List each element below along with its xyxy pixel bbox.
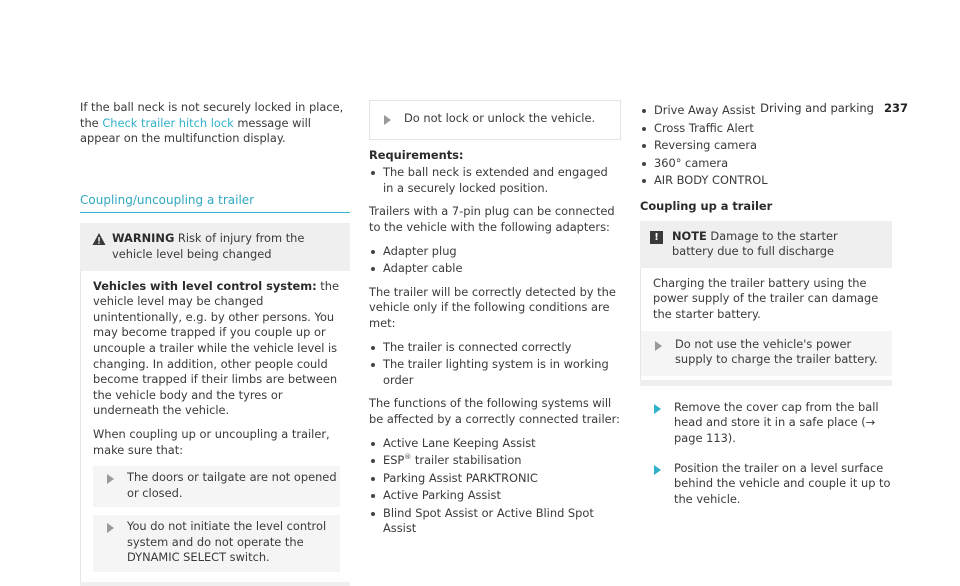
list-item: Adapter plug	[369, 244, 621, 260]
step-arrow-icon	[654, 404, 661, 414]
coupling-heading: Coupling up a trailer	[640, 198, 773, 213]
note-text: Damage to the starter battery due to full discharge	[672, 228, 838, 259]
list-item: ESP® trailer stabilisation	[369, 453, 621, 469]
note-step: Do not use the vehicle's power supply to charge the trailer battery.	[641, 331, 892, 376]
step-arrow-icon	[384, 115, 391, 125]
warning-step: You do not initiate the level control system and do not operate the DYNAMIC SELECT switch.	[93, 515, 340, 572]
requirements-heading: Requirements:	[369, 147, 464, 162]
systems-list	[369, 436, 621, 538]
list-item: The trailer lighting system is in working order	[369, 357, 621, 388]
warning-detail-paragraph-2: When coupling up or uncoupling a trailer, make sure that:	[93, 426, 330, 457]
list-item: AIR BODY CONTROL	[640, 173, 892, 189]
warning-details	[80, 271, 350, 583]
detection-paragraph: The trailer will be correctly detected by the vehicle only if the following conditions are met:	[369, 284, 616, 330]
column-left	[80, 100, 350, 586]
list-item: Parking Assist PARKTRONIC	[369, 471, 621, 487]
requirements-list	[369, 165, 621, 196]
column-right	[640, 100, 892, 513]
list-item: Adapter cable	[369, 261, 621, 277]
step-arrow-icon	[107, 523, 114, 533]
column-middle	[369, 100, 621, 545]
intro-paragraph: If the ball neck is not securely locked in place, the Check trailer hitch lock message will appear on the multifunction display.	[80, 100, 344, 146]
list-item: Cross Traffic Alert	[640, 121, 892, 137]
list-item: Drive Away Assist	[640, 103, 892, 119]
note-detail-paragraph: Charging the trailer battery using the power supply of the trailer can damage the starter battery.	[653, 275, 879, 321]
conditions-list	[369, 340, 621, 389]
warning-step-continued: Do not lock or unlock the vehicle.	[369, 100, 621, 140]
warning-detail-paragraph: Vehicles with level control system: the vehicle level may be changed unintentionally, e.g. by other persons. You may become trapped if you couple up or uncouple a trailer while the vehicle level is changing. In addition, other people could become trapped if their limbs are between the vehicle body and the tyres or underneath the vehicle.	[93, 278, 340, 418]
warning-box	[80, 223, 350, 586]
list-item: Blind Spot Assist or Active Blind Spot Assist	[369, 506, 621, 537]
list-item: Reversing camera	[640, 138, 892, 154]
list-item: The trailer is connected correctly	[369, 340, 621, 356]
step-arrow-icon	[654, 465, 661, 475]
warning-step: The doors or tailgate are not opened or closed.	[93, 466, 340, 507]
note-label: NOTE	[672, 228, 707, 243]
adapters-list	[369, 244, 621, 277]
section-name: Driving and parking	[760, 101, 874, 115]
display-message: Check trailer hitch lock	[102, 115, 234, 130]
note-box	[640, 221, 892, 386]
step-arrow-icon	[655, 341, 662, 351]
note-details	[640, 268, 892, 380]
coupling-steps	[640, 400, 892, 508]
exclamation-icon: !	[650, 231, 663, 244]
warning-triangle-icon	[92, 232, 106, 246]
page-number: 237	[883, 101, 908, 115]
warning-heading	[112, 231, 338, 262]
list-item: Active Lane Keeping Assist	[369, 436, 621, 452]
step-arrow-icon	[107, 474, 114, 484]
list-item: Active Parking Assist	[369, 488, 621, 504]
coupling-step: Position the trailer on a level surface behind the vehicle and couple it up to the vehicle.	[640, 461, 892, 508]
warning-label: WARNING	[112, 231, 175, 246]
warning-text: Risk of injury from the vehicle level being changed	[112, 231, 305, 261]
section-title: Coupling/uncoupling a trailer	[80, 193, 350, 214]
list-item: The ball neck is extended and engaged in a securely locked position.	[369, 165, 621, 196]
adapters-paragraph: Trailers with a 7-pin plug can be connected to the vehicle with the following adapters:	[369, 204, 615, 234]
note-heading	[672, 229, 880, 260]
coupling-step: Remove the cover cap from the ball head and store it in a safe place (→ page 113).	[640, 400, 892, 447]
systems-list-continued	[640, 103, 892, 189]
functions-paragraph: The functions of the following systems will be affected by a correctly connected trailer:	[369, 396, 620, 426]
list-item: 360° camera	[640, 156, 892, 172]
